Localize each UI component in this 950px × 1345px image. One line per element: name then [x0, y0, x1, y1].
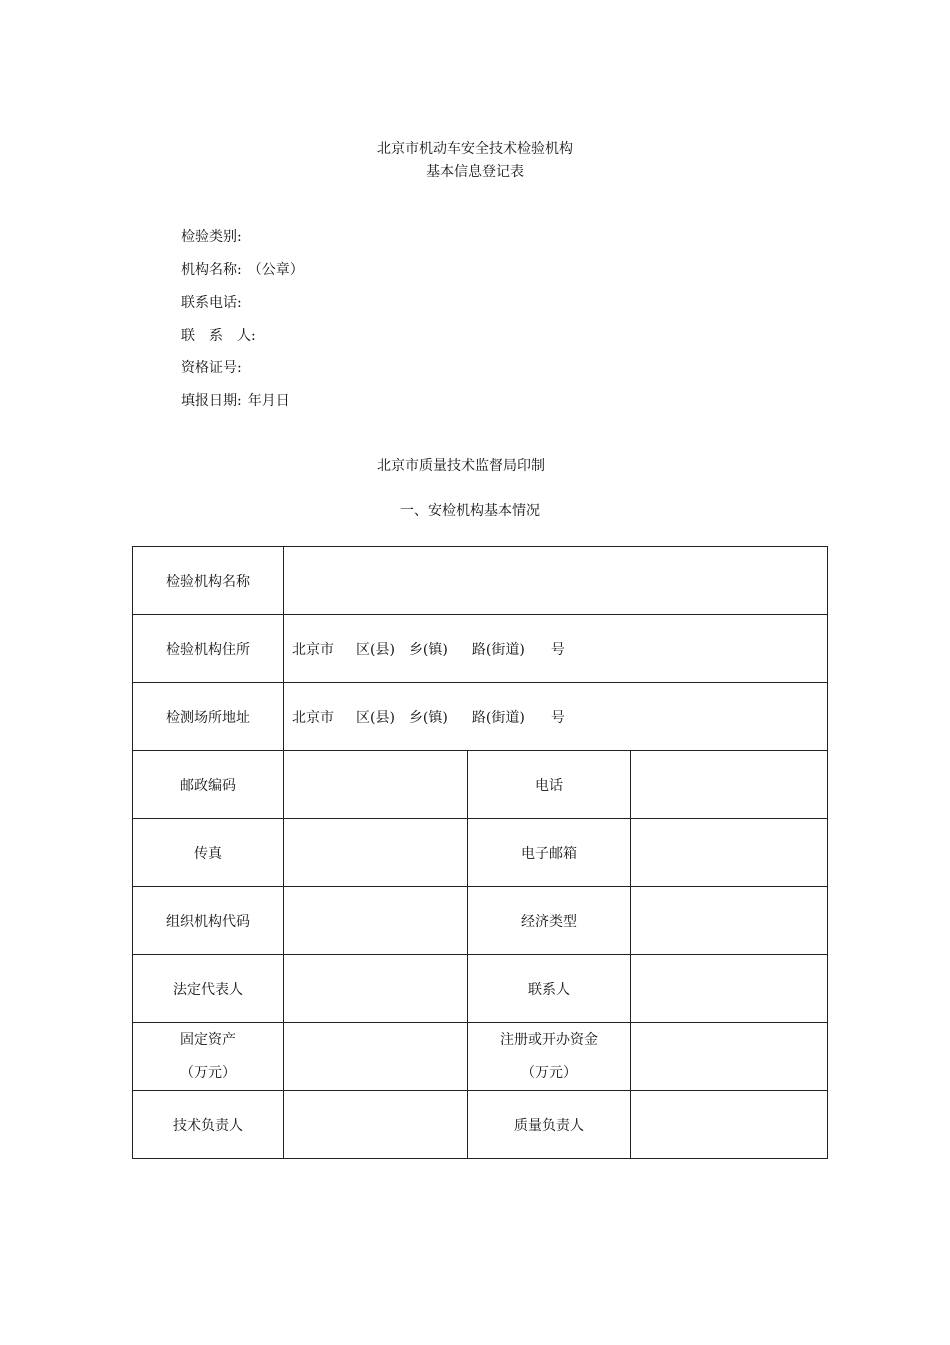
fixed-assets-text: 固定资产: [180, 1031, 236, 1048]
value-econ-type[interactable]: [631, 887, 828, 955]
value-phone[interactable]: [631, 751, 828, 819]
value-tech-head[interactable]: [284, 1091, 468, 1159]
cover-field-fill-date: [181, 390, 290, 410]
value-contact[interactable]: [631, 955, 828, 1023]
field-value-seal: （公章）: [247, 262, 304, 278]
cover-field-org-name: [181, 259, 304, 279]
value-email[interactable]: [631, 819, 828, 887]
document-subtitle: 基本信息登记表: [426, 164, 524, 180]
addr-town: 乡(镇): [408, 709, 448, 726]
table-row: [133, 1023, 828, 1091]
label-phone: 电话: [468, 751, 631, 819]
label-org-name: 检验机构名称: [133, 547, 284, 615]
label-reg-capital: [468, 1023, 631, 1091]
addr-road: 路(街道): [471, 709, 525, 726]
value-site-address[interactable]: [284, 683, 828, 751]
cover-field-contact: [181, 325, 256, 345]
addr-number: 号: [550, 709, 565, 726]
field-label: 联系电话:: [181, 295, 242, 311]
table-row: [133, 955, 828, 1023]
table-row: [133, 683, 828, 751]
field-label: 机构名称:: [181, 262, 242, 278]
field-label: 检验类别:: [181, 229, 242, 245]
cover-field-qualification-no: [181, 357, 242, 377]
table-row: [133, 1091, 828, 1159]
value-org-code[interactable]: [284, 887, 468, 955]
label-tech-head: 技术负责人: [133, 1091, 284, 1159]
label-fixed-assets: [133, 1023, 284, 1091]
addr-number: 号: [550, 641, 565, 658]
section-title: 一、安检机构基本情况: [400, 503, 540, 519]
field-label: 资格证号:: [181, 360, 242, 376]
table-row: [133, 819, 828, 887]
label-email: 电子邮箱: [468, 819, 631, 887]
value-org-residence[interactable]: [284, 615, 828, 683]
value-reg-capital[interactable]: [631, 1023, 828, 1091]
document-title: 北京市机动车安全技术检验机构: [377, 141, 573, 157]
basic-info-table: [132, 546, 828, 1159]
label-contact: 联系人: [468, 955, 631, 1023]
addr-road: 路(街道): [471, 641, 525, 658]
label-org-code: 组织机构代码: [133, 887, 284, 955]
addr-district: 区(县): [356, 709, 395, 726]
label-site-address: 检测场所地址: [133, 683, 284, 751]
field-value-date: 年月日: [247, 393, 290, 409]
value-postcode[interactable]: [284, 751, 468, 819]
label-econ-type: 经济类型: [468, 887, 631, 955]
reg-capital-unit: （万元）: [521, 1064, 577, 1081]
label-org-residence: 检验机构住所: [133, 615, 284, 683]
addr-city: 北京市: [292, 709, 334, 726]
reg-capital-text: 注册或开办资金: [500, 1031, 598, 1048]
label-fax: 传真: [133, 819, 284, 887]
addr-town: 乡(镇): [408, 641, 448, 658]
label-quality-head: 质量负责人: [468, 1091, 631, 1159]
value-org-name[interactable]: [284, 547, 828, 615]
addr-district: 区(县): [356, 641, 395, 658]
field-label: 联 系 人:: [181, 328, 256, 344]
value-quality-head[interactable]: [631, 1091, 828, 1159]
value-fixed-assets[interactable]: [284, 1023, 468, 1091]
value-legal-rep[interactable]: [284, 955, 468, 1023]
table-row: [133, 615, 828, 683]
label-postcode: 邮政编码: [133, 751, 284, 819]
printer-line: 北京市质量技术监督局印制: [377, 458, 545, 474]
value-fax[interactable]: [284, 819, 468, 887]
field-label: 填报日期:: [181, 393, 242, 409]
addr-city: 北京市: [292, 641, 334, 658]
table-row: [133, 751, 828, 819]
table-row: [133, 547, 828, 615]
cover-field-phone: [181, 292, 242, 312]
label-legal-rep: 法定代表人: [133, 955, 284, 1023]
fixed-assets-unit: （万元）: [180, 1064, 236, 1081]
table-row: [133, 887, 828, 955]
cover-field-inspection-category: [181, 226, 242, 246]
